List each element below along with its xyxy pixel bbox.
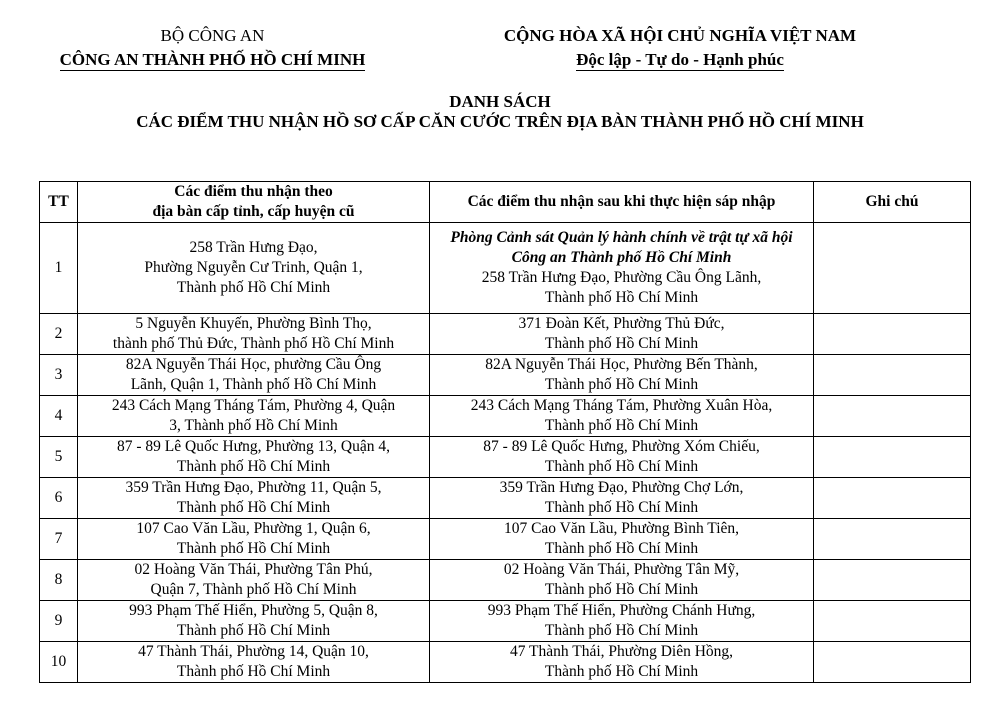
old-location: 02 Hoàng Văn Thái, Phường Tân Phú, Quận 7, Thành phố Hồ Chí Minh xyxy=(78,560,430,601)
table-row xyxy=(40,560,971,601)
table-row xyxy=(40,314,971,355)
new-location: 87 - 89 Lê Quốc Hưng, Phường Xóm Chiếu, Thành phố Hồ Chí Minh xyxy=(430,437,814,478)
document-title xyxy=(0,92,1000,132)
table-row xyxy=(40,642,971,683)
note-cell xyxy=(814,223,971,314)
note-cell xyxy=(814,478,971,519)
new-location: 243 Cách Mạng Tháng Tám, Phường Xuân Hòa, Thành phố Hồ Chí Minh xyxy=(430,396,814,437)
old-location: 993 Phạm Thế Hiển, Phường 5, Quận 8, Thành phố Hồ Chí Minh xyxy=(78,601,430,642)
new-location: 47 Thành Thái, Phường Diên Hồng, Thành phố Hồ Chí Minh xyxy=(430,642,814,683)
table-row xyxy=(40,355,971,396)
table-row xyxy=(40,223,971,314)
header-tt: TT xyxy=(40,182,78,223)
note-cell xyxy=(814,519,971,560)
office-agency: Công an Thành phố Hồ Chí Minh xyxy=(511,249,732,266)
new-location: 993 Phạm Thế Hiển, Phường Chánh Hưng, Thành phố Hồ Chí Minh xyxy=(430,601,814,642)
row-number: 9 xyxy=(40,601,78,642)
table-row xyxy=(40,437,971,478)
note-cell xyxy=(814,314,971,355)
ministry-name: BỘ CÔNG AN xyxy=(160,26,265,45)
old-location: 258 Trần Hưng Đạo, Phường Nguyễn Cư Trinh, Quận 1, Thành phố Hồ Chí Minh xyxy=(78,223,430,314)
old-location: 5 Nguyễn Khuyến, Phường Bình Thọ, thành phố Thủ Đức, Thành phố Hồ Chí Minh xyxy=(78,314,430,355)
row-number: 4 xyxy=(40,396,78,437)
note-cell xyxy=(814,355,971,396)
old-location: 47 Thành Thái, Phường 14, Quận 10, Thành phố Hồ Chí Minh xyxy=(78,642,430,683)
row-number: 7 xyxy=(40,519,78,560)
row-number: 3 xyxy=(40,355,78,396)
title-line2: CÁC ĐIỂM THU NHẬN HỒ SƠ CẤP CĂN CƯỚC TRÊN ĐỊA BÀN THÀNH PHỐ HỒ CHÍ MINH xyxy=(136,112,864,131)
national-motto: Độc lập - Tự do - Hạnh phúc xyxy=(576,50,784,69)
row-number: 5 xyxy=(40,437,78,478)
row-number: 6 xyxy=(40,478,78,519)
new-location: 02 Hoàng Văn Thái, Phường Tân Mỹ, Thành phố Hồ Chí Minh xyxy=(430,560,814,601)
old-location: 82A Nguyễn Thái Học, phường Cầu Ông Lãnh, Quận 1, Thành phố Hồ Chí Minh xyxy=(78,355,430,396)
header-note: Ghi chú xyxy=(814,182,971,223)
national-header xyxy=(460,24,900,72)
old-location: 87 - 89 Lê Quốc Hưng, Phường 13, Quận 4, Thành phố Hồ Chí Minh xyxy=(78,437,430,478)
table-row xyxy=(40,519,971,560)
national-title: CỘNG HÒA XÃ HỘI CHỦ NGHĨA VIỆT NAM xyxy=(503,26,857,45)
new-location: 107 Cao Văn Lầu, Phường Bình Tiên, Thành phố Hồ Chí Minh xyxy=(430,519,814,560)
table-row xyxy=(40,478,971,519)
new-location: 371 Đoàn Kết, Phường Thủ Đức, Thành phố Hồ Chí Minh xyxy=(430,314,814,355)
row-number: 2 xyxy=(40,314,78,355)
row-number: 8 xyxy=(40,560,78,601)
new-location: Phòng Cảnh sát Quản lý hành chính về trật tự xã hội Công an Thành phố Hồ Chí Minh 258 Trần Hưng Đạo, Phường Cầu Ông Lãnh, Thành phố Hồ Chí Minh xyxy=(430,223,814,314)
note-cell xyxy=(814,437,971,478)
table-row xyxy=(40,601,971,642)
note-cell xyxy=(814,601,971,642)
agency-header xyxy=(40,24,385,72)
header-old-locations: Các điểm thu nhận theo địa bàn cấp tỉnh, cấp huyện cũ xyxy=(78,182,430,223)
old-location: 243 Cách Mạng Tháng Tám, Phường 4, Quận 3, Thành phố Hồ Chí Minh xyxy=(78,396,430,437)
table-row xyxy=(40,396,971,437)
new-location: 359 Trần Hưng Đạo, Phường Chợ Lớn, Thành phố Hồ Chí Minh xyxy=(430,478,814,519)
new-location: 82A Nguyễn Thái Học, Phường Bến Thành, Thành phố Hồ Chí Minh xyxy=(430,355,814,396)
agency-name: CÔNG AN THÀNH PHỐ HỒ CHÍ MINH xyxy=(59,50,366,69)
header-new-locations: Các điểm thu nhận sau khi thực hiện sáp nhập xyxy=(430,182,814,223)
note-cell xyxy=(814,560,971,601)
row-number: 10 xyxy=(40,642,78,683)
old-location: 359 Trần Hưng Đạo, Phường 11, Quận 5, Thành phố Hồ Chí Minh xyxy=(78,478,430,519)
title-line1: DANH SÁCH xyxy=(449,92,551,111)
table-header-row xyxy=(40,182,971,223)
office-name: Phòng Cảnh sát Quản lý hành chính về trật tự xã hội xyxy=(450,229,793,246)
locations-table xyxy=(39,181,971,683)
note-cell xyxy=(814,396,971,437)
old-location: 107 Cao Văn Lầu, Phường 1, Quận 6, Thành phố Hồ Chí Minh xyxy=(78,519,430,560)
note-cell xyxy=(814,642,971,683)
row-number: 1 xyxy=(40,223,78,314)
